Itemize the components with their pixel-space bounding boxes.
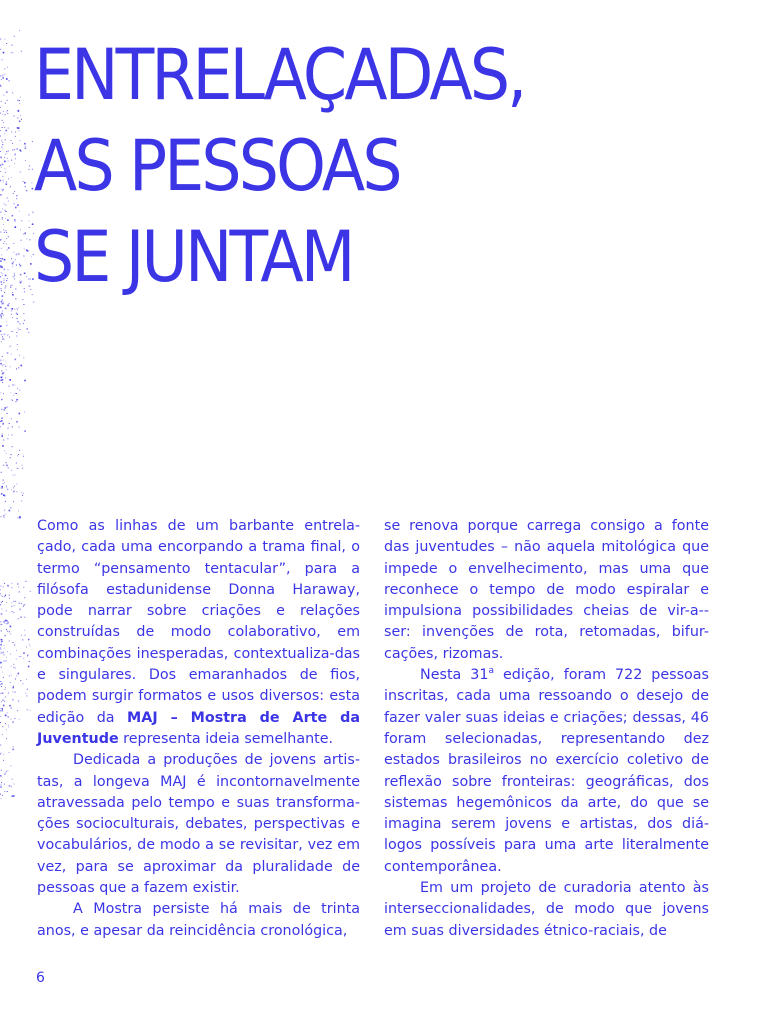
paragraph-5-start: Nesta 31 <box>420 667 489 684</box>
exhibition-name: MAJ – Mostra de Arte da Juventude <box>37 709 360 747</box>
title-line-1: ENTRELAÇADAS, <box>34 34 525 116</box>
paragraph-5 <box>384 665 709 878</box>
page-number: 6 <box>36 970 45 986</box>
paragraph-5-text: edição, foram 722 pessoas inscritas, cada uma ressoando o desejo de fazer valer suas ideias e criações; dessas, 46 foram selecionadas, representando dez estados brasileiros no exercício coletivo de reflexão sobre fronteiras: geográficas, dos sistemas hegemônicos da arte, do que se imagina serem jovens e artistas, dos diá-logos possíveis para uma arte literalmente contemporânea. <box>384 667 710 875</box>
left-column <box>37 516 360 942</box>
paragraph-6: Em um projeto de curadoria atento às interseccionalidades, de modo que jovens em suas diversidades étnico-raciais, de <box>384 880 709 939</box>
paragraph-2: Dedicada a produções de jovens artis-tas, a longeva MAJ é incontornavelmente atravessada pelo tempo e suas transforma-ções socioculturais, debates, perspectivas e vocabulários, de modo a se revisitar, vez em vez, para se aproximar da pluralidade de pessoas que a fazem existir. <box>37 752 360 897</box>
paragraph-1 <box>37 516 360 750</box>
ordinal-superscript: a <box>488 666 494 677</box>
paragraph-1-end: representa ideia semelhante. <box>118 730 334 747</box>
paragraph-3: A Mostra persiste há mais de trinta anos, e apesar da reincidência cronológica, <box>37 901 360 939</box>
paragraph-1-text: Como as linhas de um barbante entrela-çado, cada uma encorpando a trama final, o termo “pensamento tentacular”, para a filósofa estadunidense Donna Haraway, pode narrar sobre criações e relações construídas de modo colaborativo, em combinações inesperadas, contextualiza-das e singulares. Dos emaranhados de fios, podem surgir formatos e usos diversos: esta edição da <box>37 518 360 726</box>
paragraph-4: se renova porque carrega consigo a fonte das juventudes – não aquela mitológica que impede o envelhecimento, mas uma que reconhece o tempo de modo espiralar e impulsiona possibilidades cheias de vir-a--ser: invenções de rota, retomadas, bifur-cações, rizomas. <box>384 518 709 662</box>
right-column <box>384 516 709 942</box>
title-line-3: SE JUNTAM <box>34 216 353 298</box>
page-title <box>34 30 524 303</box>
title-line-2: AS PESSOAS <box>34 125 400 207</box>
